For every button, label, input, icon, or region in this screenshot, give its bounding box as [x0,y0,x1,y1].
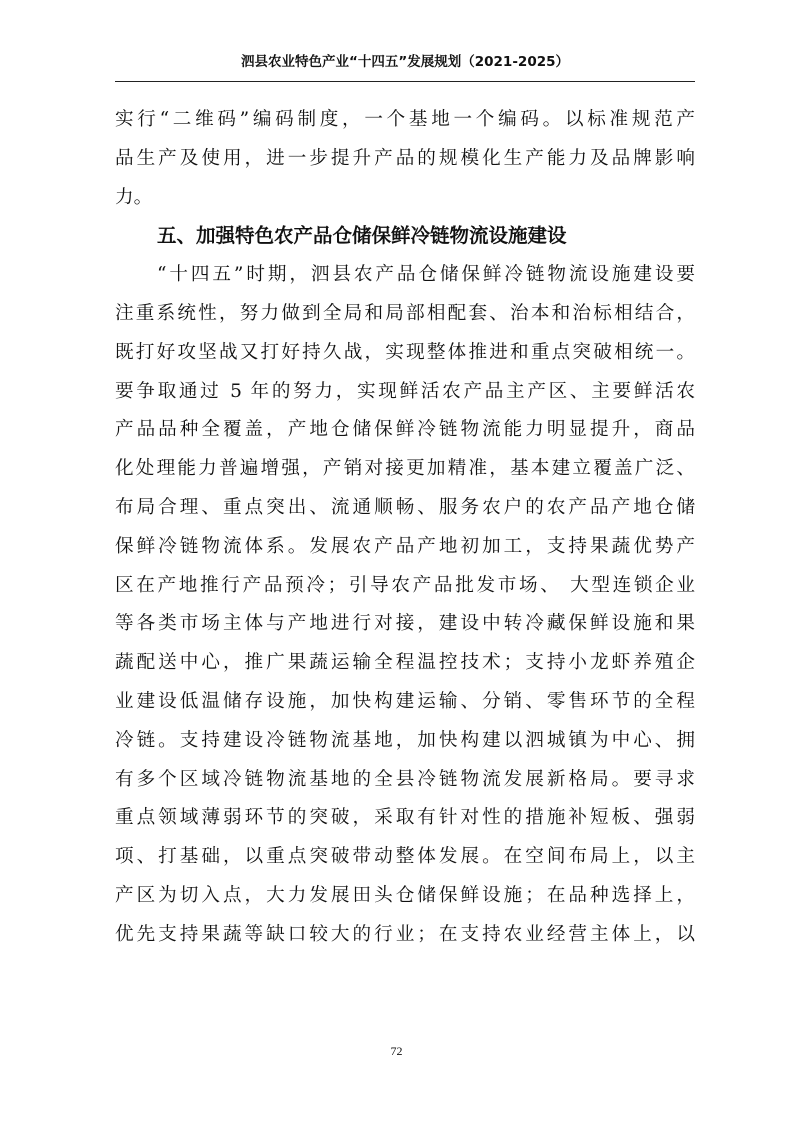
section-heading: 五、加强特色农产品仓储保鲜冷链物流设施建设 [157,224,567,248]
body-line: 有多个区域冷链物流基地的全县冷链物流发展新格局。要寻求 [115,768,695,790]
body-line: 实行“二维码”编码制度，一个基地一个编码。以标准规范产 [115,109,695,130]
body-line: 布局合理、重点突出、流通顺畅、服务农户的农产品产地仓储 [115,496,695,518]
body-line: 区在产地推行产品预冷；引导农产品批发市场、 大型连锁企业 [115,574,695,596]
running-header: 泗县农业特色产业“十四五”发展规划（2021-2025） [241,54,569,70]
body-line: 业建设低温储存设施，加快构建运输、分销、零售环节的全程 [115,690,695,712]
body-line: 优先支持果蔬等缺口较大的行业；在支持农业经营主体上，以 [115,923,695,945]
body-line: 化处理能力普遍增强，产销对接更加精准，基本建立覆盖广泛、 [115,458,695,480]
body-line: 蔬配送中心，推广果蔬运输全程温控技术；支持小龙虾养殖企 [115,652,695,674]
body-line: 等各类市场主体与产地进行对接，建设中转冷藏保鲜设施和果 [115,613,695,635]
body-line: 注重系统性，努力做到全局和局部相配套、治本和治标相结合， [115,302,695,324]
body-line: 重点领域薄弱环节的突破，采取有针对性的措施补短板、强弱 [115,807,695,829]
body-line: 项、打基础，以重点突破带动整体发展。在空间布局上，以主 [115,846,695,868]
body-line: 要争取通过 5 年的努力，实现鲜活农产品主产区、主要鲜活农 [115,380,695,402]
body-line: 保鲜冷链物流体系。发展农产品产地初加工，支持果蔬优势产 [115,535,695,557]
header-divider [115,81,695,82]
document-body [115,101,695,955]
body-line: 产区为切入点，大力发展田头仓储保鲜设施；在品种选择上， [115,884,695,906]
body-line: 品生产及使用，进一步提升产品的规模化生产能力及品牌影响 [115,147,695,169]
body-line: 产品品种全覆盖，产地仓储保鲜冷链物流能力明显提升，商品 [115,419,695,441]
body-line: 力。 [115,186,153,208]
body-line: 冷链。支持建设冷链物流基地，加快构建以泗城镇为中心、拥 [115,729,695,751]
page-number: 72 [390,1044,403,1058]
paragraph-first-line: “十四五”时期，泗县农产品仓储保鲜冷链物流设施建设要 [157,264,695,286]
body-line: 既打好攻坚战又打好持久战，实现整体推进和重点突破相统一。 [115,341,695,363]
